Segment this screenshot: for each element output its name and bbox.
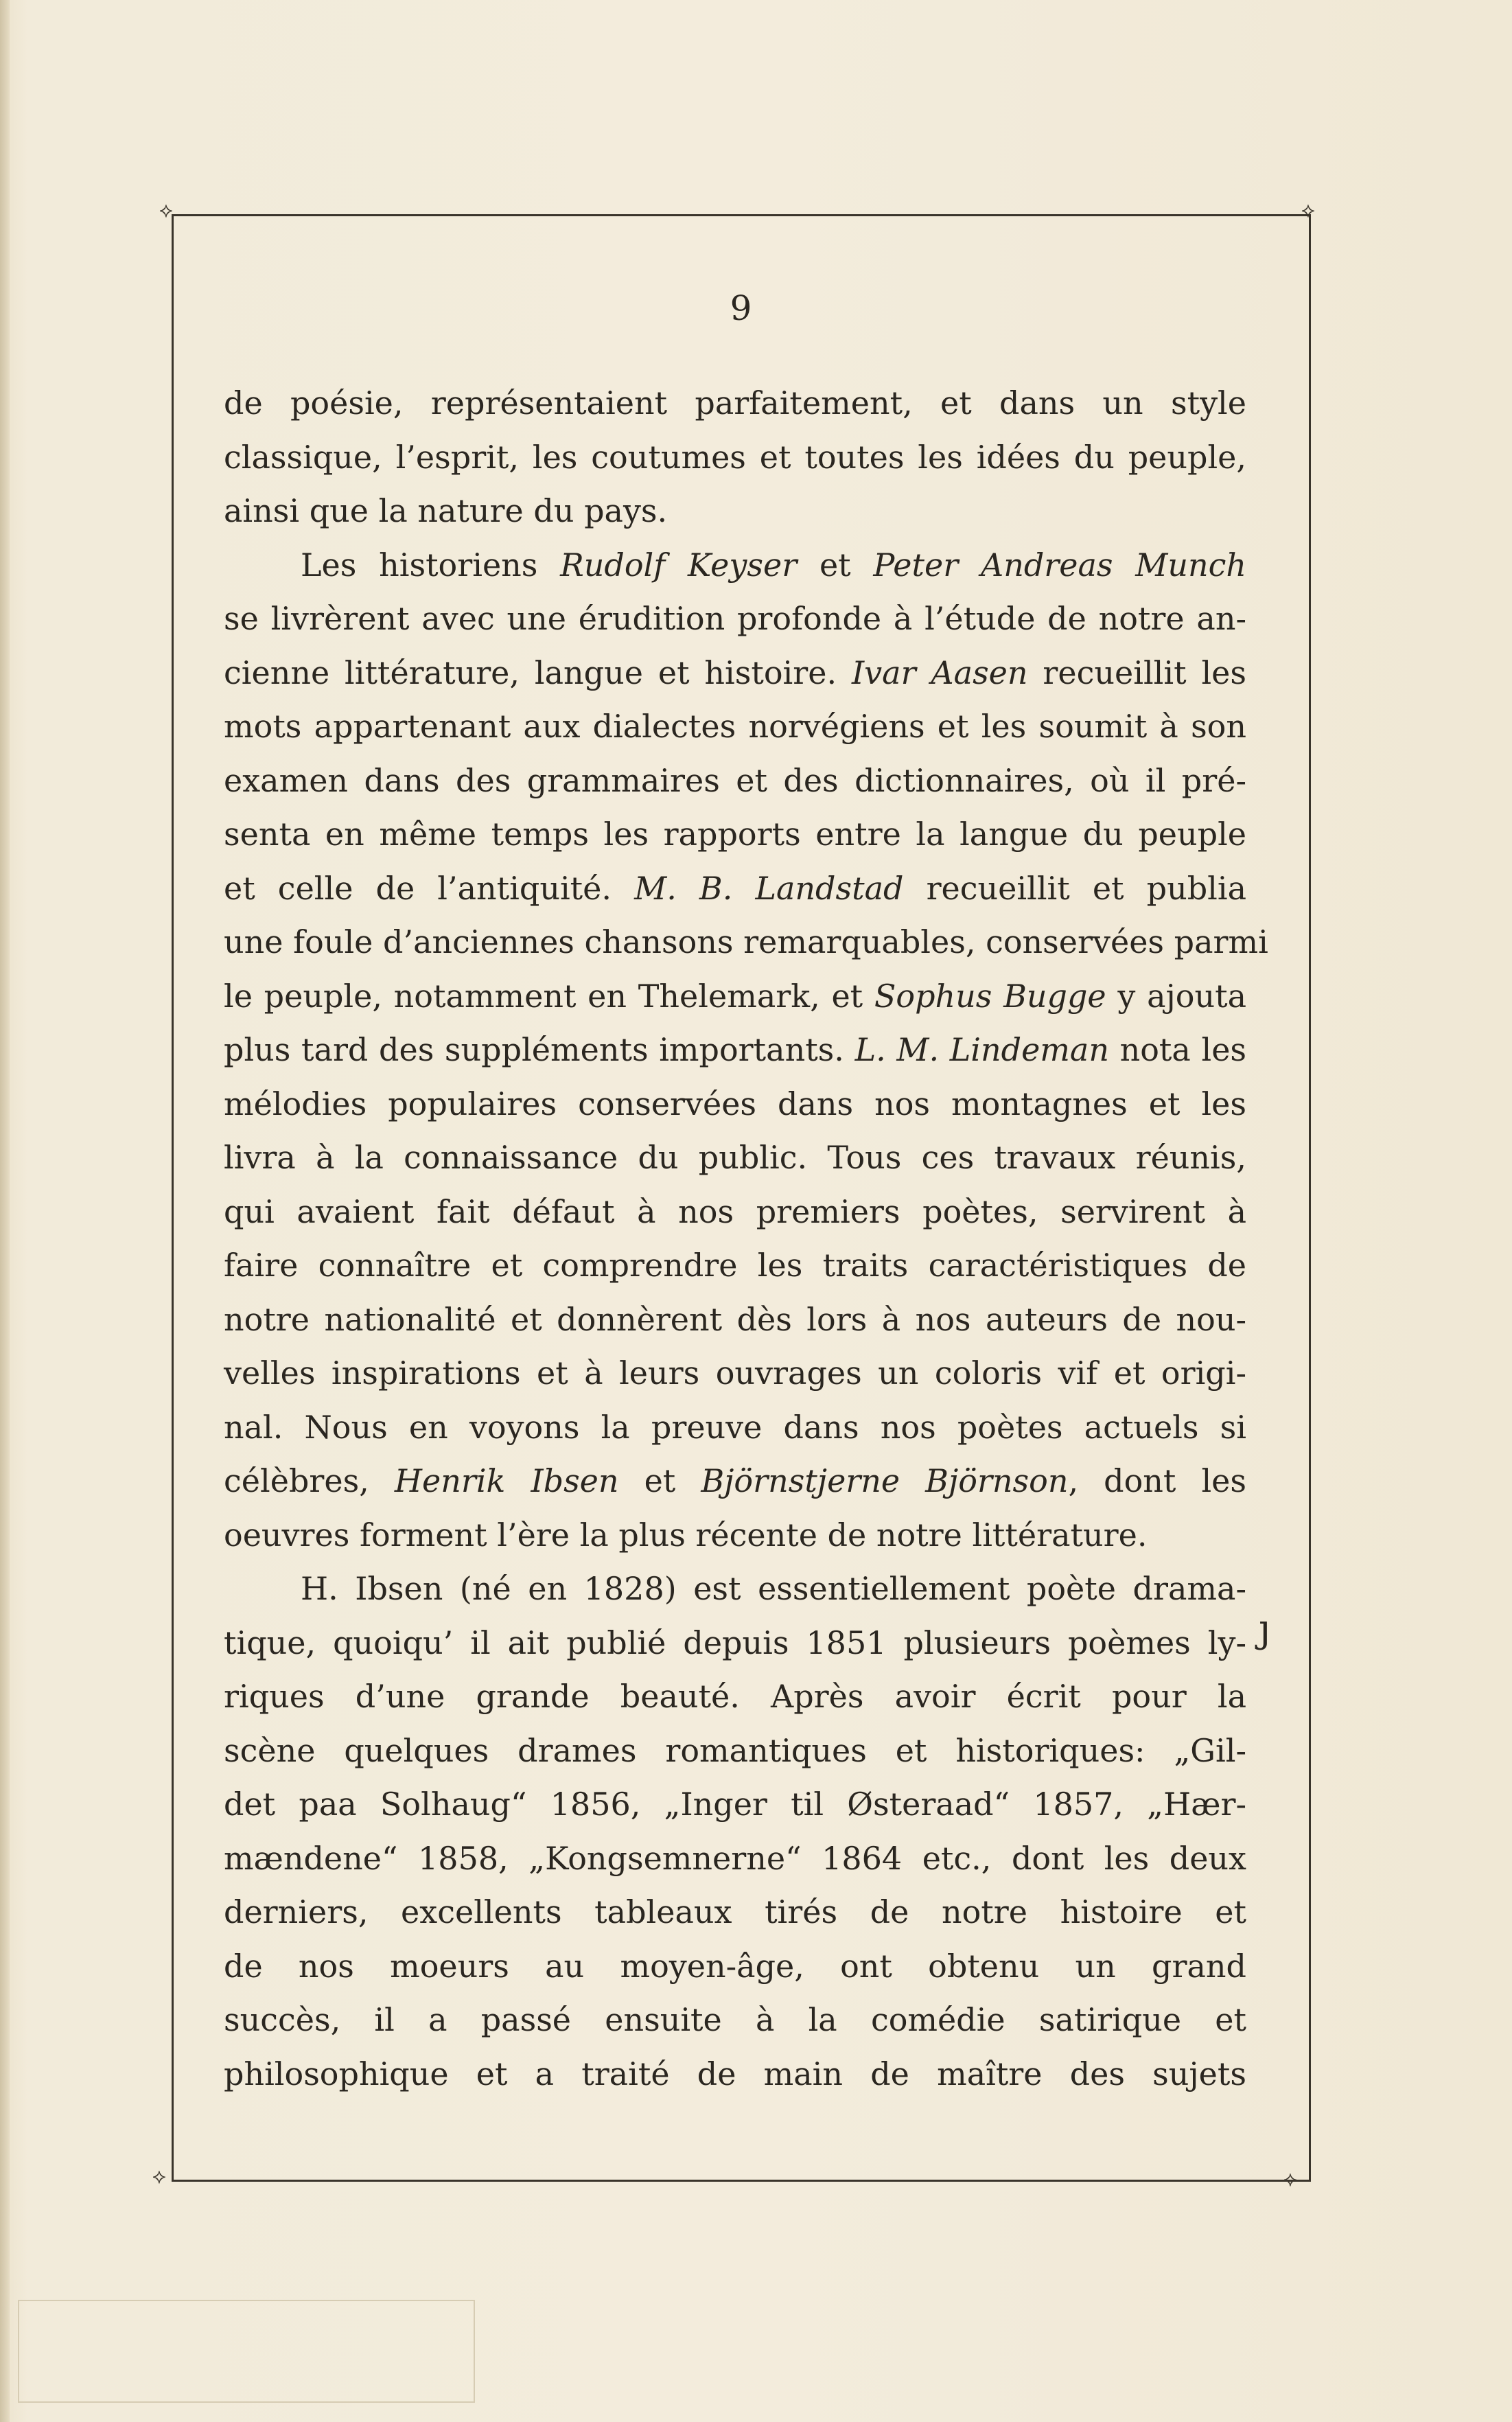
text-line: mændene“ 1858, „Kongsemnerne“ 1864 etc., dont les deux (224, 1839, 1246, 1877)
text-line: velles inspirations et à leurs ouvrages un coloris vif et origi- (224, 1354, 1246, 1392)
frame-corner-ornament: ⟡ (1301, 198, 1315, 222)
text-line: tique, quoiqu’ il ait publié depuis 1851 plusieurs poèmes ly- (224, 1624, 1246, 1661)
text-line: H. Ibsen (né en 1828) est essentiellement poète drama- (301, 1570, 1246, 1607)
margin-mark: ȷ (1259, 1606, 1271, 1651)
text-line: se livrèrent avec une érudition profonde à l’étude de notre an- (224, 600, 1246, 637)
page-number: 9 (730, 288, 753, 328)
text-line-with-italics: plus tard des suppléments importants. L. M. Lindeman nota les (224, 1031, 1247, 1068)
text-line-with-italics: célèbres, Henrik Ibsen et Björnstjerne Björnson, dont les (224, 1462, 1247, 1499)
binding-edge (0, 0, 10, 2422)
frame-corner-ornament: ⟡ (159, 198, 173, 222)
text-line: scène quelques drames romantiques et historiques: „Gil- (224, 1731, 1246, 1769)
text-line: mots appartenant aux dialectes norvégiens et les soumit à son (224, 708, 1246, 745)
library-stamp-area (18, 2300, 475, 2403)
text-line: succès, il a passé ensuite à la comédie satirique et (224, 2001, 1246, 2038)
text-line-with-italics: et celle de l’antiquité. M. B. Landstad recueillit et publia (224, 869, 1246, 907)
italic-name: Rudolf Keyser (560, 546, 798, 584)
frame-corner-ornament: ⟡ (1283, 2167, 1297, 2191)
text-line: nal. Nous en voyons la preuve dans nos poètes actuels si (224, 1408, 1246, 1446)
italic-name: L. M. Lindeman (854, 1031, 1109, 1068)
text-line: det paa Solhaug“ 1856, „Inger til Østeraad“ 1857, „Hær- (224, 1786, 1246, 1823)
text-line-with-italics: Les historiens Rudolf Keyser et Peter Andreas Munch (301, 546, 1247, 584)
frame-corner-ornament: ⟡ (152, 2165, 166, 2189)
text-line: qui avaient fait défaut à nos premiers poètes, servirent à (224, 1192, 1246, 1230)
text-line: classique, l’esprit, les coutumes et toutes les idées du peuple, (224, 438, 1246, 476)
text-line: riques d’une grande beauté. Après avoir écrit pour la (224, 1678, 1246, 1715)
italic-name: Sophus Bugge (874, 977, 1106, 1015)
italic-name: Henrik Ibsen (394, 1462, 619, 1499)
text-line: livra à la connaissance du public. Tous ces travaux réunis, (224, 1139, 1246, 1176)
text-line: senta en même temps les rapports entre la langue du peuple (224, 816, 1246, 853)
text-line-with-italics: cienne littérature, langue et histoire. Ivar Aasen recueillit les (224, 654, 1246, 691)
italic-name: Björnstjerne Björnson (701, 1462, 1069, 1499)
text-line: de nos moeurs au moyen-âge, ont obtenu un grand (224, 1947, 1246, 1985)
text-line-with-italics: le peuple, notamment en Thelemark, et Sophus Bugge y ajouta (224, 977, 1246, 1015)
text-line: faire connaître et comprendre les traits caractéristiques de (224, 1247, 1246, 1284)
text-line: oeuvres forment l’ère la plus récente de notre littérature. (224, 1516, 1148, 1554)
text-line: derniers, excellents tableaux tirés de notre histoire et (224, 1893, 1246, 1930)
text-line: ainsi que la nature du pays. (224, 492, 668, 529)
text-line: une foule d’anciennes chansons remarquables, conservées parmi (224, 923, 1268, 960)
italic-name: Peter Andreas Munch (873, 546, 1247, 584)
text-line: philosophique et a traité de main de maître des sujets (224, 2055, 1246, 2092)
italic-name: Ivar Aasen (851, 654, 1028, 691)
text-line: examen dans des grammaires et des dictionnaires, où il pré- (224, 761, 1246, 799)
text-line: mélodies populaires conservées dans nos montagnes et les (224, 1085, 1246, 1122)
text-line: notre nationalité et donnèrent dès lors à nos auteurs de nou- (224, 1300, 1246, 1338)
italic-name: M. B. Landstad (634, 869, 904, 907)
text-line: de poésie, représentaient parfaitement, et dans un style (224, 384, 1246, 422)
body-text (224, 376, 1268, 2101)
